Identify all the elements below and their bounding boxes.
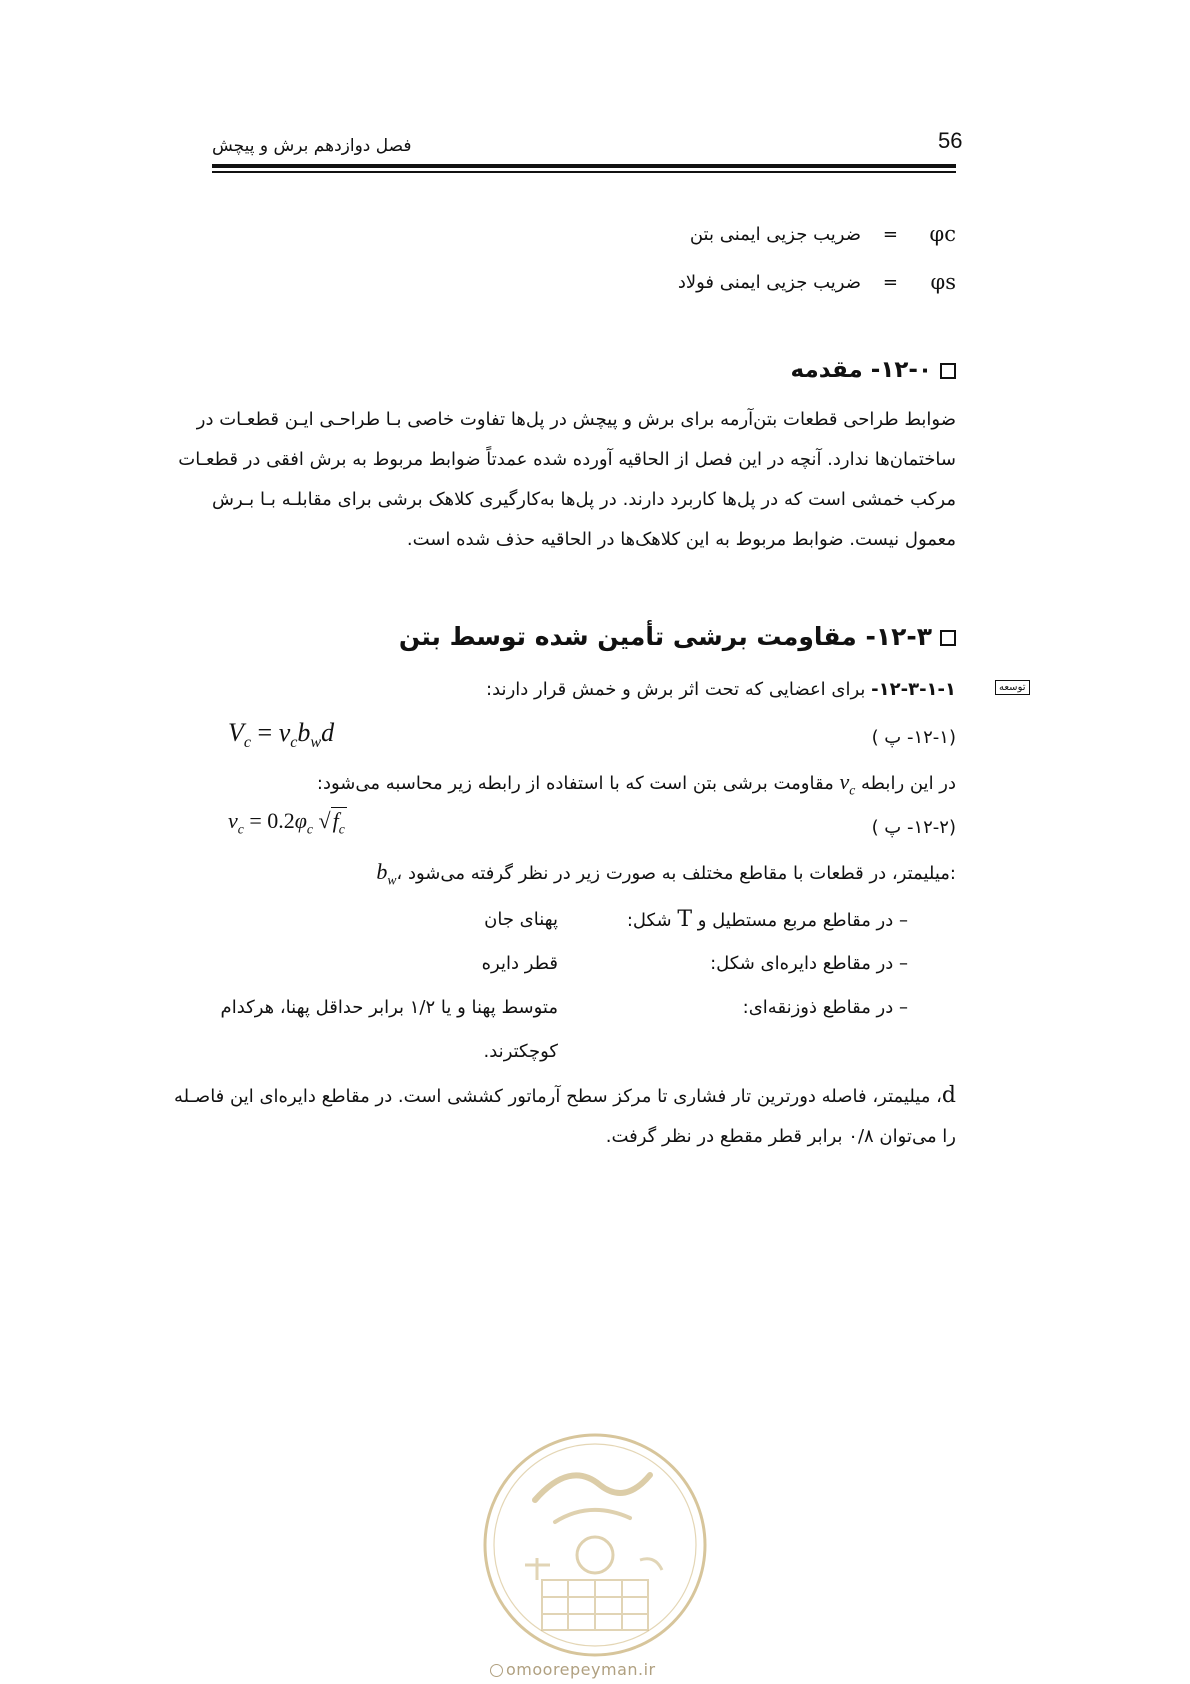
eq-symbol: V xyxy=(228,718,244,747)
case-value: قطر دایره xyxy=(481,953,558,974)
page-number: 56 xyxy=(938,128,963,153)
eq-coefficient: = 0.2 xyxy=(249,808,295,833)
clause-number: ۱۲-۳-۱-۱- xyxy=(871,679,956,700)
eq-subscript: c xyxy=(237,821,244,837)
equation-2 xyxy=(228,808,347,837)
eq-symbol: b xyxy=(297,718,311,747)
definition-equals: = xyxy=(882,224,898,245)
watermark-logo xyxy=(480,1430,710,1660)
definition-text: ضریب جزیی ایمنی فولاد xyxy=(677,272,861,293)
case-label-text: شکل: xyxy=(626,910,678,931)
case-label xyxy=(710,944,908,984)
eq-equals: = xyxy=(257,718,273,747)
definition-equals: = xyxy=(882,272,898,293)
d-paragraph xyxy=(174,1076,956,1157)
watermark-seal-icon xyxy=(480,1430,710,1660)
paragraph-text: ، میلیمتر، فاصله دورترین تار فشاری تا مرکز سطح آرماتور کششی است. در مقاطع دایره‌ای این فاصـله xyxy=(174,1086,942,1107)
header-rule-thin xyxy=(212,171,956,173)
eq-subscript: c xyxy=(290,734,298,752)
eq-symbol: v xyxy=(278,718,291,747)
section-heading-text: ۱۲-۳- مقاومت برشی تأمین شده توسط بتن xyxy=(398,622,932,651)
case-label-text: – در مقاطع دایره‌ای شکل: xyxy=(710,953,908,974)
paragraph-line xyxy=(174,1076,956,1117)
checkbox-square-icon xyxy=(940,363,956,379)
d-symbol: d xyxy=(941,1083,956,1108)
eq-subscript: c xyxy=(243,734,252,752)
eq-subscript: c xyxy=(338,821,345,837)
sqrt-sign: √ xyxy=(318,808,331,833)
paragraph-line: مرکب خمشی است که در پل‌ها کاربرد دارند. در پل‌ها به‌کارگیری کلاهک برشی برای مقابلـه بـا بـرش xyxy=(212,489,956,510)
equation-1 xyxy=(228,718,334,752)
paragraph-line: ساختمان‌ها ندارد. آنچه در این فصل از الحاقیه آورده شده عمدتاً ضوابط مربوط به برش افقی در قطعـات xyxy=(178,449,956,470)
where-text: در این رابطه xyxy=(861,773,956,794)
bw-sentence xyxy=(376,852,956,900)
development-tag: توسعه xyxy=(995,680,1030,695)
clause-text: برای اعضایی که تحت اثر برش و خمش قرار دارند: xyxy=(486,679,872,700)
section-heading-12-3 xyxy=(399,622,956,651)
definition-symbol: φc xyxy=(929,222,956,246)
eq-symbol: v xyxy=(228,808,238,833)
where-symbol xyxy=(839,769,856,798)
clause-12-3-1-1 xyxy=(486,670,956,710)
bw-text: ، میلیمتر، در قطعات با مقاطع مختلف به صورت زیر در نظر گرفته می‌شود: xyxy=(396,863,956,884)
case-label xyxy=(627,900,908,941)
definition-symbol: φs xyxy=(930,270,956,294)
eq-subscript: w xyxy=(387,872,397,888)
sqrt-radicand xyxy=(331,807,347,837)
section-heading-intro xyxy=(791,357,957,383)
case-value: پهنای جان xyxy=(484,909,558,930)
eq-symbol: v xyxy=(839,769,850,794)
checkbox-square-icon xyxy=(940,630,956,646)
definition-row xyxy=(576,222,956,256)
paragraph-line: ضوابط طراحی قطعات بتن‌آرمه برای برش و پیچش در پل‌ها تفاوت خاصی بـا طراحـی ایـن قطعـات در xyxy=(196,409,956,430)
eq-symbol: d xyxy=(321,718,335,747)
eq-symbol: b xyxy=(376,859,388,884)
equation-2-label: (۱۲-۲- پ ) xyxy=(871,817,956,838)
paragraph-line: را می‌توان ۰/۸ برابر قطر مقطع در نظر گرفت. xyxy=(605,1126,956,1147)
eq-symbol: f xyxy=(332,808,339,833)
intro-paragraph xyxy=(178,400,956,560)
case-value-continuation: کوچکترند. xyxy=(483,1041,558,1062)
case-label-text: – در مقاطع مربع مستطیل و xyxy=(692,910,908,931)
case-label-t: T xyxy=(677,907,692,932)
definition-text: ضریب جزیی ایمنی بتن xyxy=(689,224,861,245)
eq-subscript: c xyxy=(849,782,856,798)
equation-1-label: (۱۲-۱- پ ) xyxy=(871,727,956,748)
eq-subscript: w xyxy=(310,734,322,752)
camera-icon xyxy=(490,1664,503,1677)
watermark-footer xyxy=(490,1660,656,1679)
paragraph-line: معمول نیست. ضوابط مربوط به این کلاهک‌ها در الحاقیه حذف شده است. xyxy=(406,529,956,550)
bw-symbol xyxy=(376,859,397,888)
header-rule-thick xyxy=(212,164,956,168)
where-sentence xyxy=(317,762,956,810)
case-label-text: – در مقاطع ذوزنقه‌ای: xyxy=(742,997,908,1018)
case-label xyxy=(743,988,908,1028)
watermark-site: omoorepeyman.ir xyxy=(506,1660,656,1679)
eq-symbol: φ xyxy=(294,808,307,833)
case-value: متوسط پهنا و یا ۱/۲ برابر حداقل پهنا، هرکدام xyxy=(220,997,558,1018)
chapter-title: فصل دوازدهم برش و پیچش xyxy=(212,136,412,156)
definition-row xyxy=(576,270,956,304)
eq-subscript: c xyxy=(306,821,313,837)
section-heading-text: ۱۲-۰- مقدمه xyxy=(790,357,932,383)
where-text: مقاومت برشی بتن است که با استفاده از رابطه زیر محاسبه می‌شود: xyxy=(316,773,834,794)
